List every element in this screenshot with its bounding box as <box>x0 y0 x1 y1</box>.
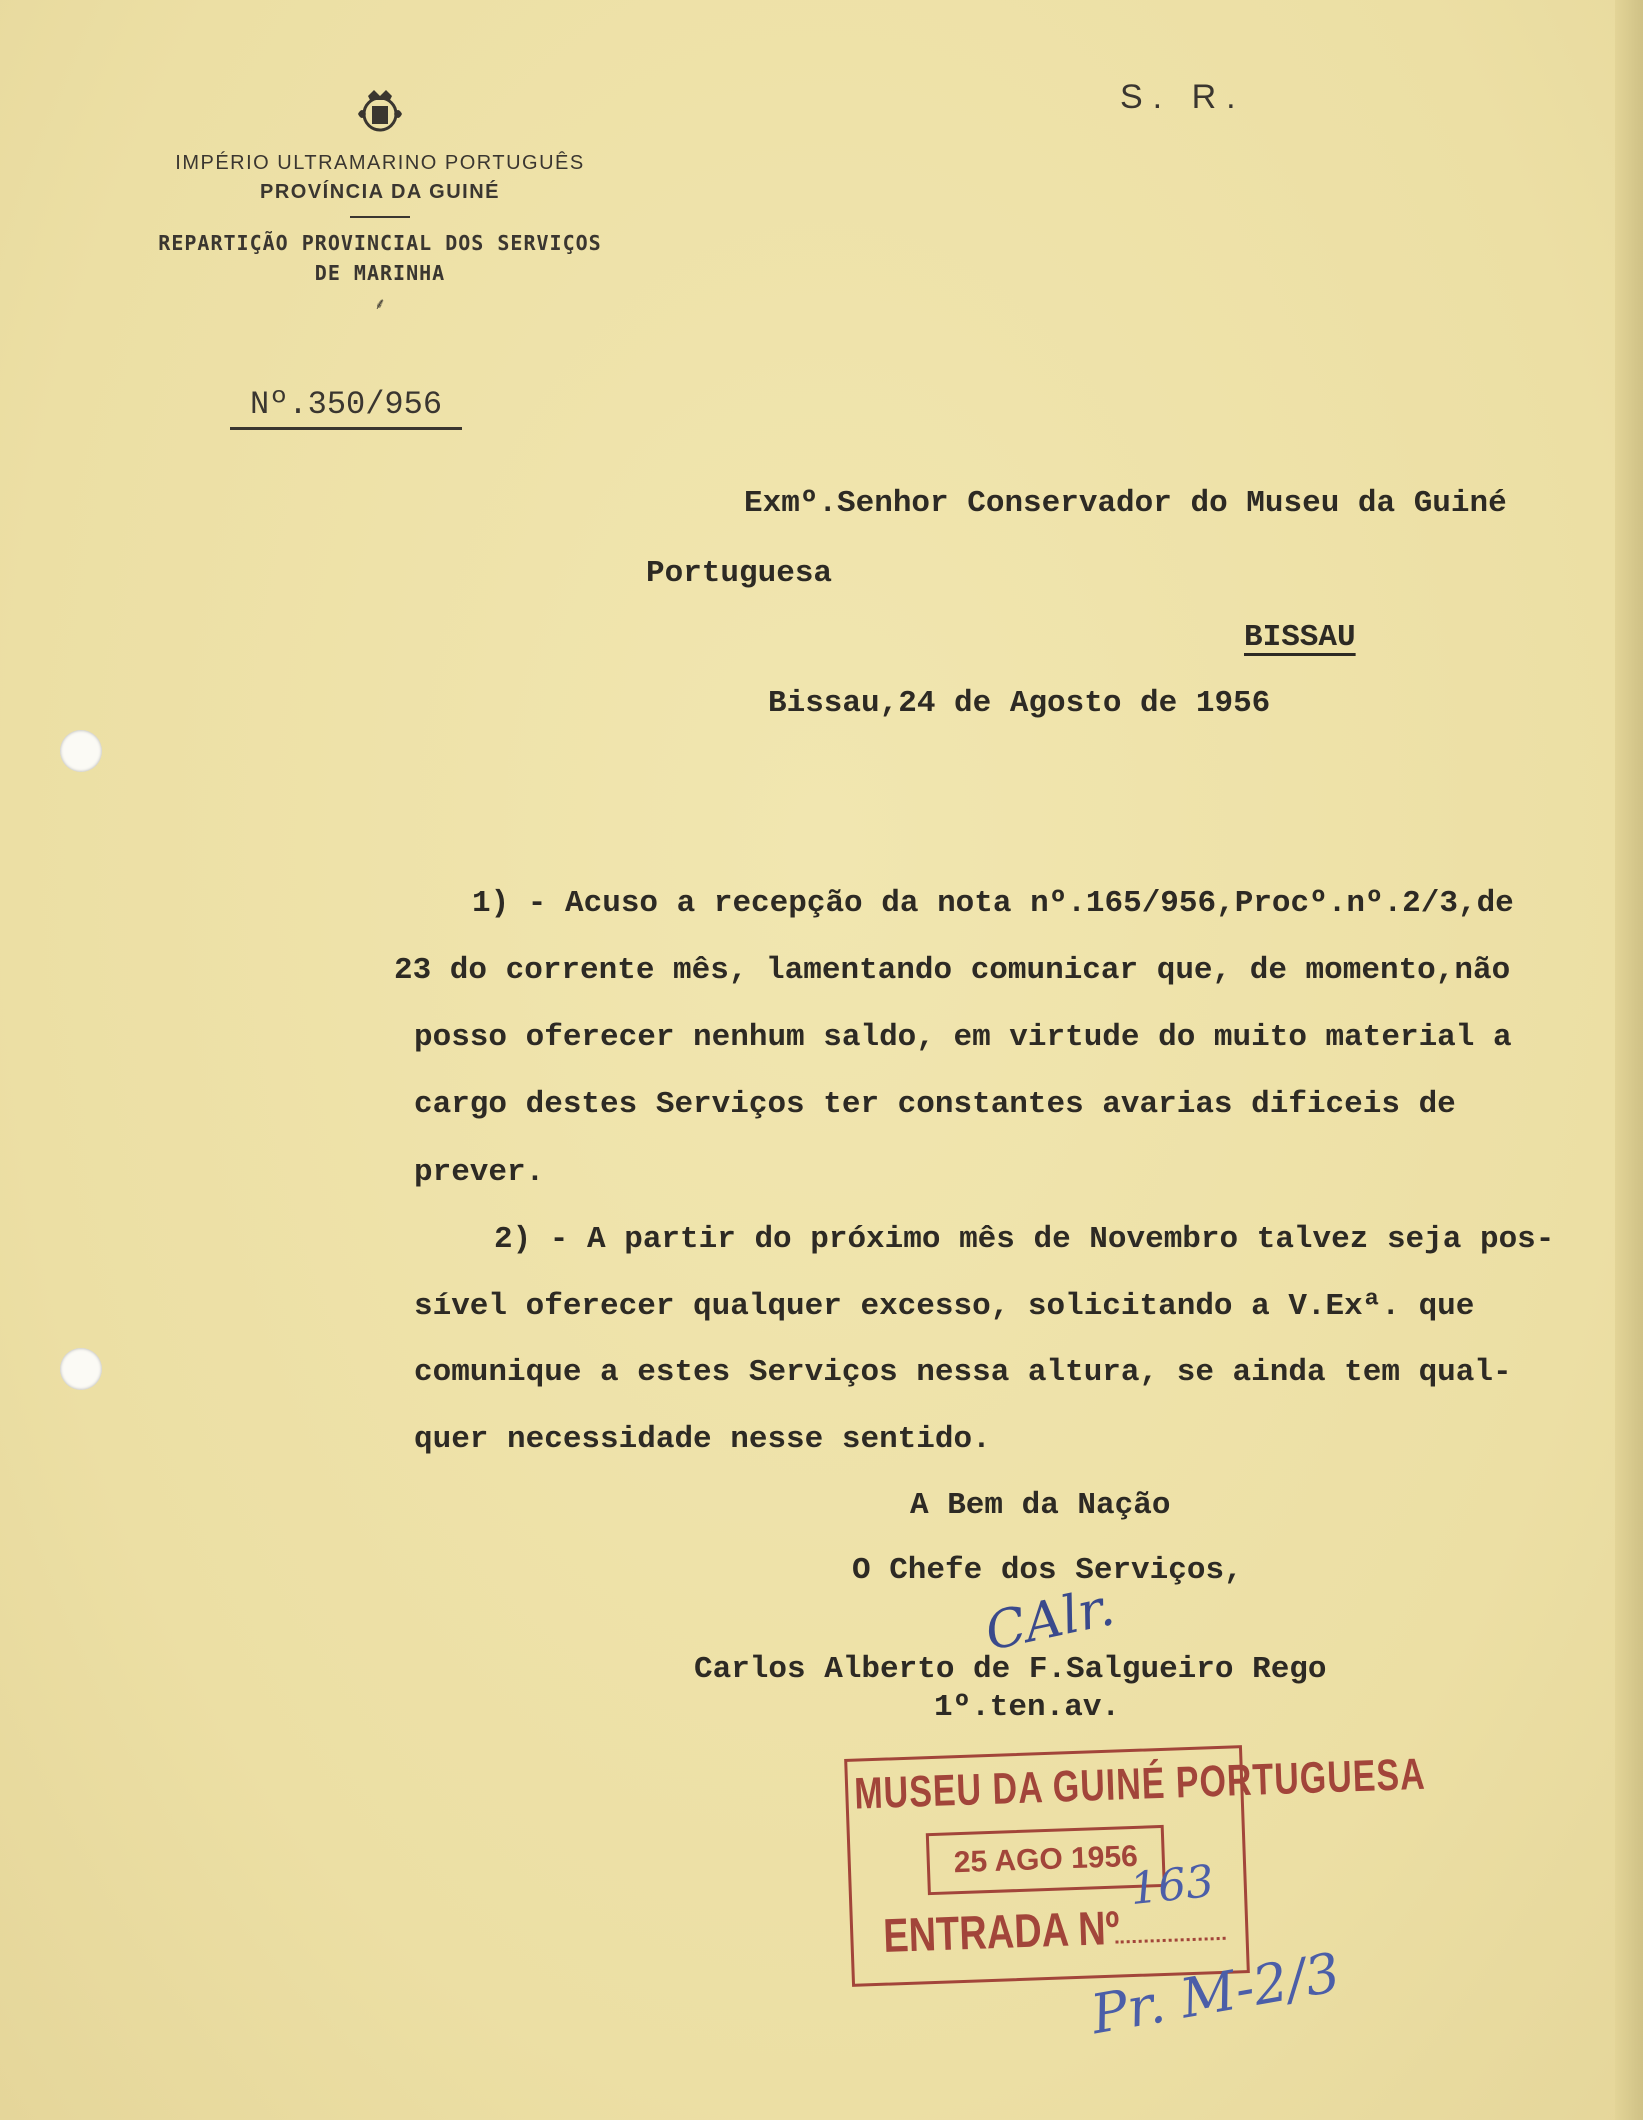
body-line: cargo destes Serviços ter constantes avarias dificeis de <box>414 1087 1456 1122</box>
signatory-rank: 1º.ten.av. <box>934 1690 1121 1725</box>
coat-of-arms-icon <box>354 86 406 138</box>
reference-number: Nº.350/956 <box>230 386 462 430</box>
letterhead-province: PROVÍNCIA DA GUINÉ <box>260 181 500 203</box>
letterhead-department: REPARTIÇÃO PROVINCIAL DOS SERVIÇOS <box>158 231 602 255</box>
letterhead-divider <box>350 216 410 218</box>
addressee-city: BISSAU <box>1244 620 1356 655</box>
addressee-line-1: Exmº.Senhor Conservador do Museu da Guiné <box>744 486 1507 521</box>
stamp-date: 25 AGO 1956 <box>926 1825 1166 1895</box>
body-line: 1) - Acuso a recepção da nota nº.165/956,Procº.nº.2/3,de <box>472 886 1514 921</box>
punch-hole-bottom <box>60 1348 102 1390</box>
handwritten-entry-number: 163 <box>1127 1855 1217 1916</box>
classification-mark: S. R. <box>1120 78 1246 116</box>
ornament-icon: ⸙ <box>373 296 386 313</box>
letterhead-department-sub: DE MARINHA <box>314 261 446 285</box>
letterhead-empire: IMPÉRIO ULTRAMARINO PORTUGUÊS <box>175 152 585 174</box>
body-line: sível oferecer qualquer excesso, solicitando a V.Exª. que <box>414 1289 1475 1324</box>
stamp-entry-line <box>1116 1937 1226 1944</box>
stamp-entry-label: ENTRADA Nº <box>882 1902 1121 1964</box>
closing-title: O Chefe dos Serviços, <box>852 1553 1243 1588</box>
body-line: posso oferecer nenhum saldo, em virtude do muito material a <box>414 1020 1512 1055</box>
punch-hole-top <box>60 730 102 772</box>
body-line: comunique a estes Serviços nessa altura, se ainda tem qual- <box>414 1355 1512 1390</box>
body-line: 23 do corrente mês, lamentando comunicar que, de momento,não <box>394 953 1511 988</box>
signature: CAlr. <box>980 1577 1120 1663</box>
date-line: Bissau,24 de Agosto de 1956 <box>768 686 1271 721</box>
body-line: prever. <box>414 1155 545 1190</box>
addressee-line-2: Portuguesa <box>646 556 833 591</box>
handwritten-process-note: Pr. M-2/3 <box>1086 1940 1345 2047</box>
body-line: quer necessidade nesse sentido. <box>414 1422 991 1457</box>
closing-salutation: A Bem da Nação <box>910 1488 1171 1523</box>
stamp-header: MUSEU DA GUINÉ PORTUGUESA <box>853 1749 1427 1820</box>
letterhead <box>150 86 610 314</box>
paper-edge <box>1615 0 1643 2120</box>
body-line: 2) - A partir do próximo mês de Novembro talvez seja pos- <box>494 1222 1555 1257</box>
signatory-name: Carlos Alberto de F.Salgueiro Rego <box>694 1652 1327 1687</box>
